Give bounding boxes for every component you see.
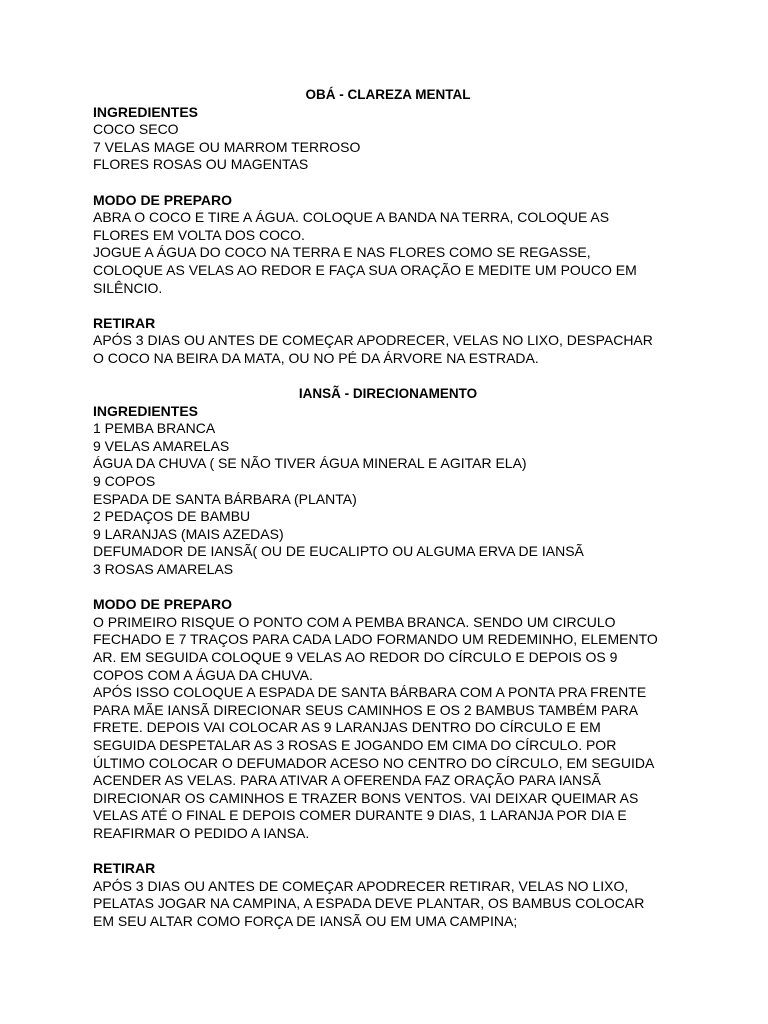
method-line: FRETE. DEPOIS VAI COLOCAR AS 9 LARANJAS DENTRO DO CÍRCULO E EM xyxy=(93,719,601,736)
method-line: FECHADO E 7 TRAÇOS PARA CADA LADO FORMANDO UM REDEMINHO, ELEMENTO xyxy=(93,631,658,648)
ingredient-line: ESPADA DE SANTA BÁRBARA (PLANTA) xyxy=(93,490,357,507)
method-text xyxy=(93,209,683,297)
ingredient-line: 9 COPOS xyxy=(93,473,156,490)
method-line: SILÊNCIO. xyxy=(93,279,163,296)
method-heading: MODO DE PREPARO xyxy=(93,596,232,613)
method-line: SEGUIDA DESPETALAR AS 3 ROSAS E JOGANDO EM CIMA DO CÍRCULO. POR xyxy=(93,736,617,753)
ingredient-line: 7 VELAS MAGE OU MARROM TERROSO xyxy=(93,138,361,155)
remove-line: EM SEU ALTAR COMO FORÇA DE IANSÃ OU EM UMA CAMPINA; xyxy=(93,912,518,929)
method-line: COPOS COM A ÁGUA DA CHUVA. xyxy=(93,666,313,683)
ingredient-line: ÁGUA DA CHUVA ( SE NÃO TIVER ÁGUA MINERAL E AGITAR ELA) xyxy=(93,455,527,472)
document-body xyxy=(93,86,683,931)
ingredient-line: 3 ROSAS AMARELAS xyxy=(93,561,234,578)
ingredients-heading: INGREDIENTES xyxy=(93,103,199,120)
method-line: APÓS ISSO COLOQUE A ESPADA DE SANTA BÁRBARA COM A PONTA PRA FRENTE xyxy=(93,684,647,701)
method-heading: MODO DE PREPARO xyxy=(93,191,232,208)
method-line: JOGUE A ÁGUA DO COCO NA TERRA E NAS FLORES COMO SE REGASSE, xyxy=(93,244,591,261)
method-line: COLOQUE AS VELAS AO REDOR E FAÇA SUA ORAÇÃO E MEDITE UM POUCO EM xyxy=(93,261,637,278)
section-title-iansa: IANSÃ - DIRECIONAMENTO xyxy=(298,386,478,402)
remove-text xyxy=(93,332,683,367)
remove-line: PELATAS JOGAR NA CAMPINA, A ESPADA DEVE PLANTAR, OS BAMBUS COLOCAR xyxy=(93,895,645,912)
method-line: O PRIMEIRO RISQUE O PONTO COM A PEMBA BRANCA. SENDO UM CIRCULO xyxy=(93,613,616,630)
ingredient-line: 9 VELAS AMARELAS xyxy=(93,437,230,454)
method-line: DIRECIONAR OS CAMINHOS E TRAZER BONS VENTOS. VAI DEIXAR QUEIMAR AS xyxy=(93,789,639,806)
method-line: ABRA O COCO E TIRE A ÁGUA. COLOQUE A BANDA NA TERRA, COLOQUE AS xyxy=(93,209,610,226)
ingredient-line: 9 LARANJAS (MAIS AZEDAS) xyxy=(93,525,284,542)
method-line: VELAS ATÉ O FINAL E DEPOIS COMER DURANTE 9 DIAS, 1 LARANJA POR DIA E xyxy=(93,807,627,824)
ingredient-line: 2 PEDAÇOS DE BAMBU xyxy=(93,508,251,525)
ingredient-line: DEFUMADOR DE IANSÃ( OU DE EUCALIPTO OU ALGUMA ERVA DE IANSÃ xyxy=(93,543,584,560)
remove-line: APÓS 3 DIAS OU ANTES DE COMEÇAR APODRECER RETIRAR, VELAS NO LIXO, xyxy=(93,877,629,894)
method-text xyxy=(93,614,683,843)
section-title-oba: OBÁ - CLAREZA MENTAL xyxy=(305,87,471,102)
method-line: AR. EM SEGUIDA COLOQUE 9 VELAS AO REDOR DO CÍRCULO E DEPOIS OS 9 xyxy=(93,649,618,665)
ingredients-list xyxy=(93,420,683,578)
ingredients-heading: INGREDIENTES xyxy=(93,402,199,419)
method-line: ÚLTIMO COLOCAR O DEFUMADOR ACESO NO CENTRO DO CÍRCULO, EM SEGUIDA xyxy=(93,754,655,771)
ingredient-line: 1 PEMBA BRANCA xyxy=(93,420,216,437)
remove-line: APÓS 3 DIAS OU ANTES DE COMEÇAR APODRECER, VELAS NO LIXO, DESPACHAR xyxy=(93,332,653,349)
method-line: FLORES EM VOLTA DOS COCO. xyxy=(93,226,305,243)
remove-line: O COCO NA BEIRA DA MATA, OU NO PÉ DA ÁRVORE NA ESTRADA. xyxy=(93,349,539,366)
method-line: REAFIRMAR O PEDIDO A IANSA. xyxy=(93,824,310,841)
remove-heading: RETIRAR xyxy=(93,314,156,331)
method-line: PARA MÃE IANSÃ DIRECIONAR SEUS CAMINHOS E OS 2 BAMBUS TAMBÉM PARA xyxy=(93,701,639,718)
ingredient-line: COCO SECO xyxy=(93,121,179,138)
ingredients-list xyxy=(93,121,683,174)
remove-text xyxy=(93,878,683,931)
remove-heading: RETIRAR xyxy=(93,860,156,877)
method-line: ACENDER AS VELAS. PARA ATIVAR A OFERENDA FAZ ORAÇÃO PARA IANSÃ xyxy=(93,772,601,789)
ingredient-line: FLORES ROSAS OU MAGENTAS xyxy=(93,156,309,173)
